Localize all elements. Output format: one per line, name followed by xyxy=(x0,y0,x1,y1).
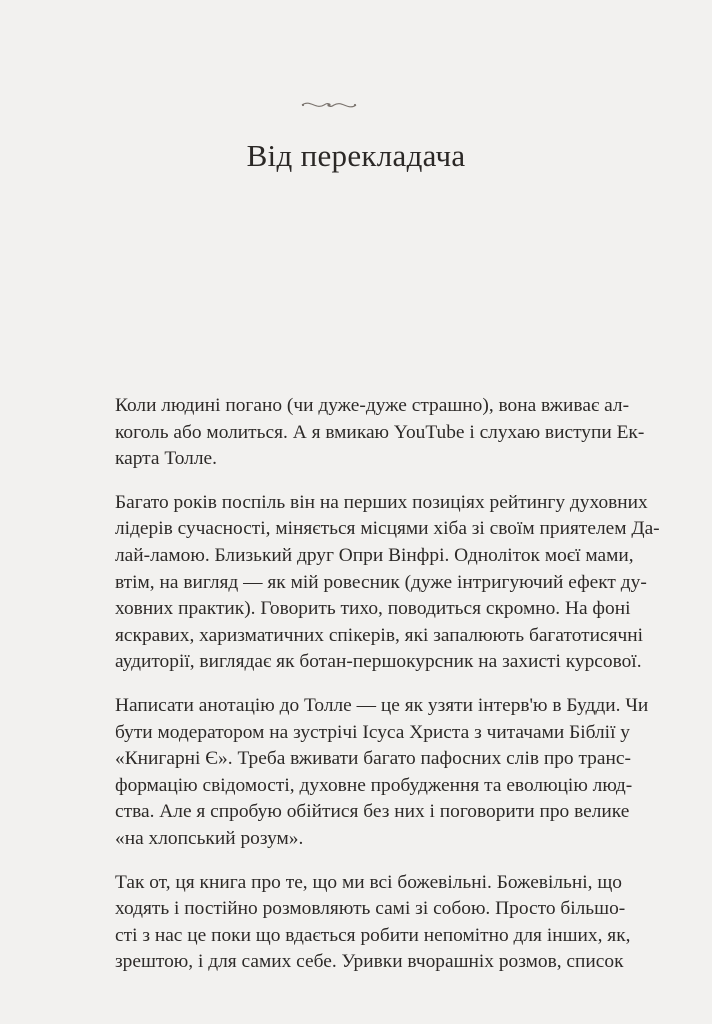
paragraph xyxy=(115,393,645,473)
text-line: ховних практик). Говорить тихо, поводиться скромно. На фоні xyxy=(115,598,631,620)
text-line: сті з нас це поки що вдається робити непомітно для інших, як, xyxy=(115,924,631,946)
text-line: яскравих, харизматичних спікерів, які запалюють багатотисячні xyxy=(115,624,644,646)
text-line: «на хлопський розум». xyxy=(115,827,304,849)
ornament-divider xyxy=(300,96,358,114)
text-line: Написати анотацію до Толле — це як узяти інтерв'ю в Будди. Чи xyxy=(115,694,649,716)
text-line: Так от, ця книга про те, що ми всі божевільні. Божевільні, що xyxy=(115,871,622,893)
text-line: втім, на вигляд — як мій ровесник (дуже інтригуючий ефект ду- xyxy=(115,571,647,593)
text-line: формацію свідомості, духовне пробудження та еволюцію люд- xyxy=(115,774,633,796)
text-line: бути модератором на зустрічі Ісуса Христа з читачами Біблії у xyxy=(115,721,630,743)
text-line: лай-ламою. Близький друг Опри Вінфрі. Одноліток моєї мами, xyxy=(115,544,634,566)
body-text xyxy=(115,393,660,976)
text-line: аудиторії, виглядає як ботан-першокурсник на захисті курсової. xyxy=(115,651,642,673)
text-line: лідерів сучасності, міняється місцями хіба зі своїм приятелем Да- xyxy=(115,518,660,540)
paragraph xyxy=(115,693,649,853)
text-line: Багато років поспіль він на перших позиціях рейтингу духовних xyxy=(115,491,648,513)
text-line: ходять і постійно розмовляють самі зі собою. Просто більшо- xyxy=(115,898,626,920)
text-line: карта Толле. xyxy=(115,448,217,470)
text-line: ства. Але я спробую обійтися без них і поговорити про велике xyxy=(115,801,630,823)
chapter-title: Від перекладача xyxy=(246,138,466,173)
text-line: «Книгарні Є». Треба вживати багато пафосних слів про транс- xyxy=(115,748,631,770)
text-line: зрештою, і для самих себе. Уривки вчорашніх розмов, список xyxy=(115,951,624,973)
paragraph xyxy=(115,490,660,676)
paragraph xyxy=(115,870,631,976)
text-line: коголь або молиться. А я вмикаю YouTube і слухаю виступи Ек- xyxy=(115,421,645,443)
text-line: Коли людині погано (чи дуже-дуже страшно), вона вживає ал- xyxy=(115,395,630,416)
